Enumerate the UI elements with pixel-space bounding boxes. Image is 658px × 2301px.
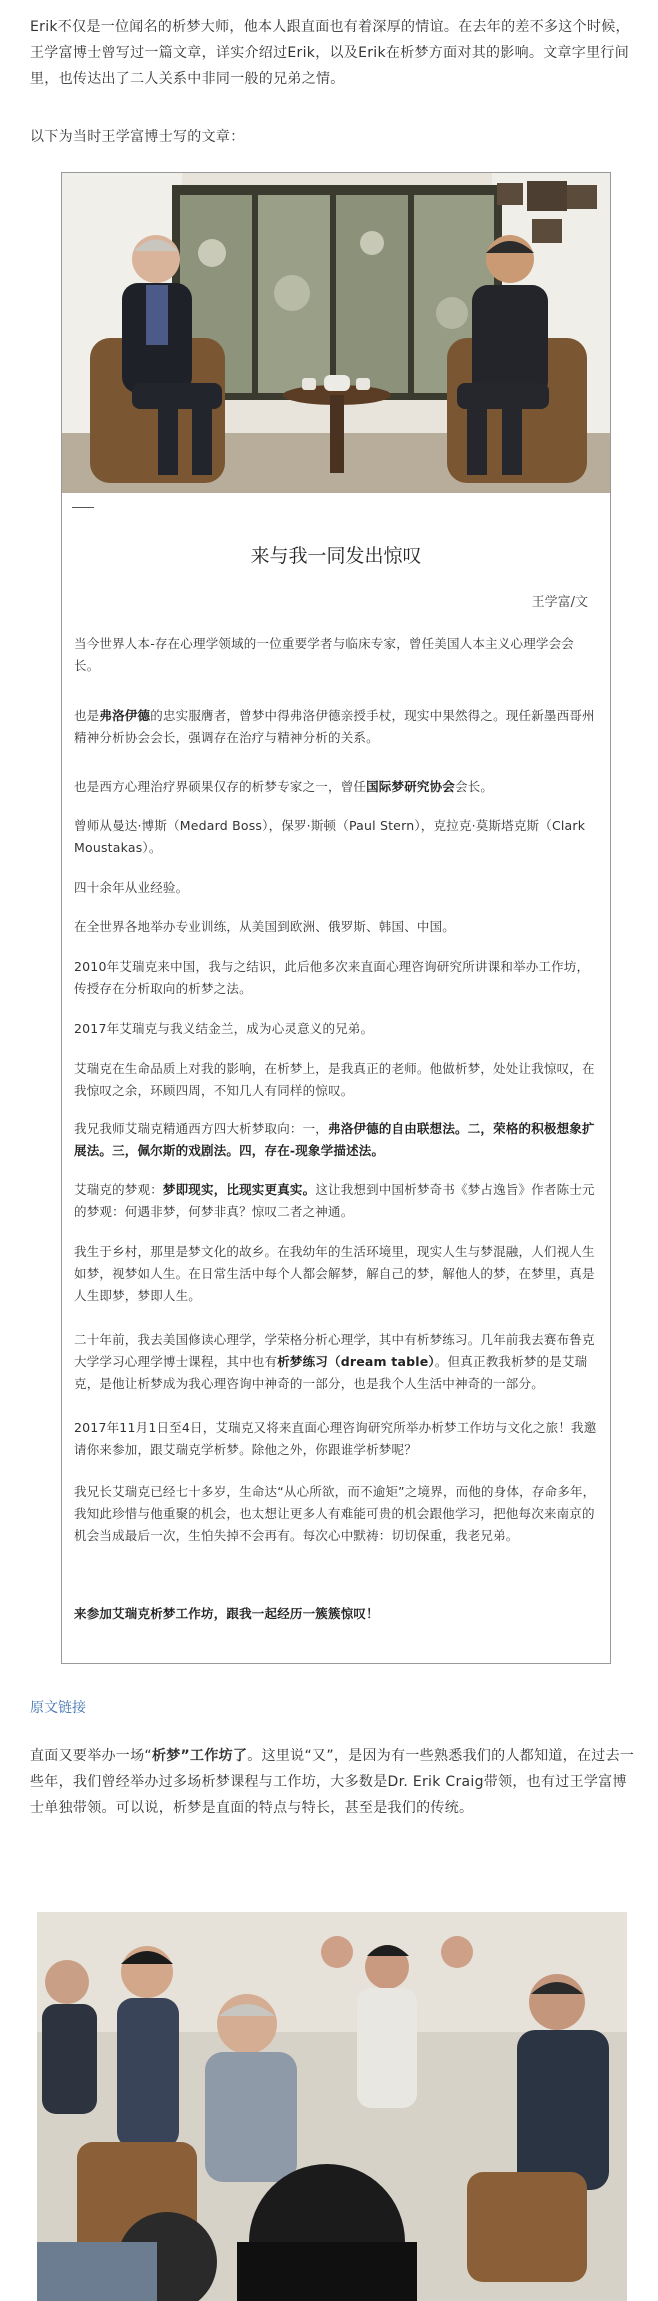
intro-paragraph: Erik不仅是一位闻名的析梦大师，他本人跟直面也有着深厚的情谊。在去年的差不多这个时候，王学富博士曾写过一篇文章，详实介绍过Erik，以及Erik在析梦方面对其的影响。文章字里行间里，也传达出了二人关系中非同一般的兄弟之情。 xyxy=(30,19,630,87)
article-paragraph: 2010年艾瑞克来中国，我与之结识，此后他多次来直面心理咨询研究所讲课和举办工作坊，传授存在分析取向的析梦之法。 xyxy=(74,959,590,996)
workshop-photo-illustration xyxy=(37,1912,627,2301)
bold-text: 析梦练习（dream table） xyxy=(277,1354,435,1369)
article-paragraph: 我兄长艾瑞克已经七十多岁，生命达“从心所欲，而不逾矩”之境界，而他的身体，存命多年，我知此珍惜与他重聚的机会，也太想让更多人有难能可贵的机会跟他学习，把他每次来南京的机会当成最后一次，生怕失掉不会再有。每次心中默祷：切切保重，我老兄弟。 xyxy=(74,1484,596,1543)
article-paragraph: 在全世界各地举办专业训练，从美国到欧洲、俄罗斯、韩国、中国。 xyxy=(74,919,456,934)
article-box xyxy=(61,172,611,1664)
interview-photo xyxy=(62,173,610,493)
article-paragraph: 2017年艾瑞克与我义结金兰，成为心灵意义的兄弟。 xyxy=(74,1021,374,1036)
workshop-photo xyxy=(37,1912,627,2301)
article-paragraph: 艾瑞克在生命品质上对我的影响，在析梦上，是我真正的老师。他做析梦，处处让我惊叹，在我惊叹之余，环顾四周，不知几人有同样的惊叹。 xyxy=(74,1061,595,1098)
bold-text: 国际梦研究协会 xyxy=(366,779,456,794)
article-paragraph: 2017年11月1日至4日，艾瑞克又将来直面心理咨询研究所举办析梦工作坊与文化之旅！我邀请你来参加，跟艾瑞克学析梦。除他之外，你跟谁学析梦呢？ xyxy=(74,1420,597,1457)
bold-text: 来参加艾瑞克析梦工作坊，跟我一起经历一簇簇惊叹！ xyxy=(74,1606,379,1621)
article-title: 来与我一同发出惊叹 xyxy=(250,545,422,567)
intro-lead-in: 以下为当时王学富博士写的文章： xyxy=(30,129,245,145)
article-paragraph xyxy=(74,1603,598,1625)
article-paragraph: 我生于乡村，那里是梦文化的故乡。在我幼年的生活环境里，现实人生与梦混融，人们视人生如梦，视梦如人生。在日常生活中每个人都会解梦，解自己的梦，解他人的梦，在梦里，真是人生即梦，梦即人生。 xyxy=(74,1244,595,1303)
outro-paragraph: 直面又要举办一场“析梦”工作坊了。这里说“又”，是因为有一些熟悉我们的人都知道，在过去一些年，我们曾经举办过多场析梦课程与工作坊，大多数是Dr. Erik Craig带领，也有过王学富博士单独带领。可以说，析梦是直面的特点与特长，甚至是我们的传统。 xyxy=(30,1748,635,1816)
article-paragraph: 艾瑞克的梦观：梦即现实，比现实更真实。这让我想到中国析梦奇书《梦占逸旨》作者陈士元的梦观：何遇非梦，何梦非真？惊叹二者之神通。 xyxy=(74,1182,595,1219)
divider-dash xyxy=(72,507,94,508)
article-paragraph: 曾师从曼达·博斯（Medard Boss），保罗·斯顿（Paul Stern），克拉克·莫斯塔克斯（Clark Moustakas）。 xyxy=(74,818,586,855)
article-paragraph: 二十年前，我去美国修读心理学，学荣格分析心理学，其中有析梦练习。几年前我去赛布鲁克大学学习心理学博士课程，其中也有析梦练习（dream table）。但真正教我析梦的是艾瑞克，是他让析梦成为我心理咨询中神奇的一部分，也是我个人生活中神奇的一部分。 xyxy=(74,1332,595,1391)
article-paragraph: 当今世界人本-存在心理学领域的一位重要学者与临床专家，曾任美国人本主义心理学会会长。 xyxy=(74,636,575,673)
article-paragraph: 也是西方心理治疗界硕果仅存的析梦专家之一，曾任国际梦研究协会会长。 xyxy=(74,779,494,794)
interview-photo-illustration xyxy=(62,173,610,493)
source-link[interactable]: 原文链接 xyxy=(30,1700,86,1716)
bold-text: 析梦”工作坊了 xyxy=(151,1748,248,1764)
bold-text: 弗洛伊德 xyxy=(99,708,151,723)
article-paragraph: 也是弗洛伊德的忠实服膺者，曾梦中得弗洛伊德亲授手杖，现实中果然得之。现任新墨西哥州精神分析协会会长，强调存在治疗与精神分析的关系。 xyxy=(74,708,595,745)
bold-text: 弗洛伊德的自由联想法。二，荣格的积极想象扩展法。三，佩尔斯的戏剧法。四，存在-现象学描述法。 xyxy=(74,1121,595,1158)
article-paragraph: 四十余年从业经验。 xyxy=(74,880,189,895)
bold-text: 梦即现实，比现实更真实。 xyxy=(162,1182,316,1197)
article-author: 王学富/文 xyxy=(531,595,588,610)
article-paragraph: 我兄我师艾瑞克精通西方四大析梦取向：一，弗洛伊德的自由联想法。二，荣格的积极想象扩展法。三，佩尔斯的戏剧法。四，存在-现象学描述法。 xyxy=(74,1121,595,1158)
